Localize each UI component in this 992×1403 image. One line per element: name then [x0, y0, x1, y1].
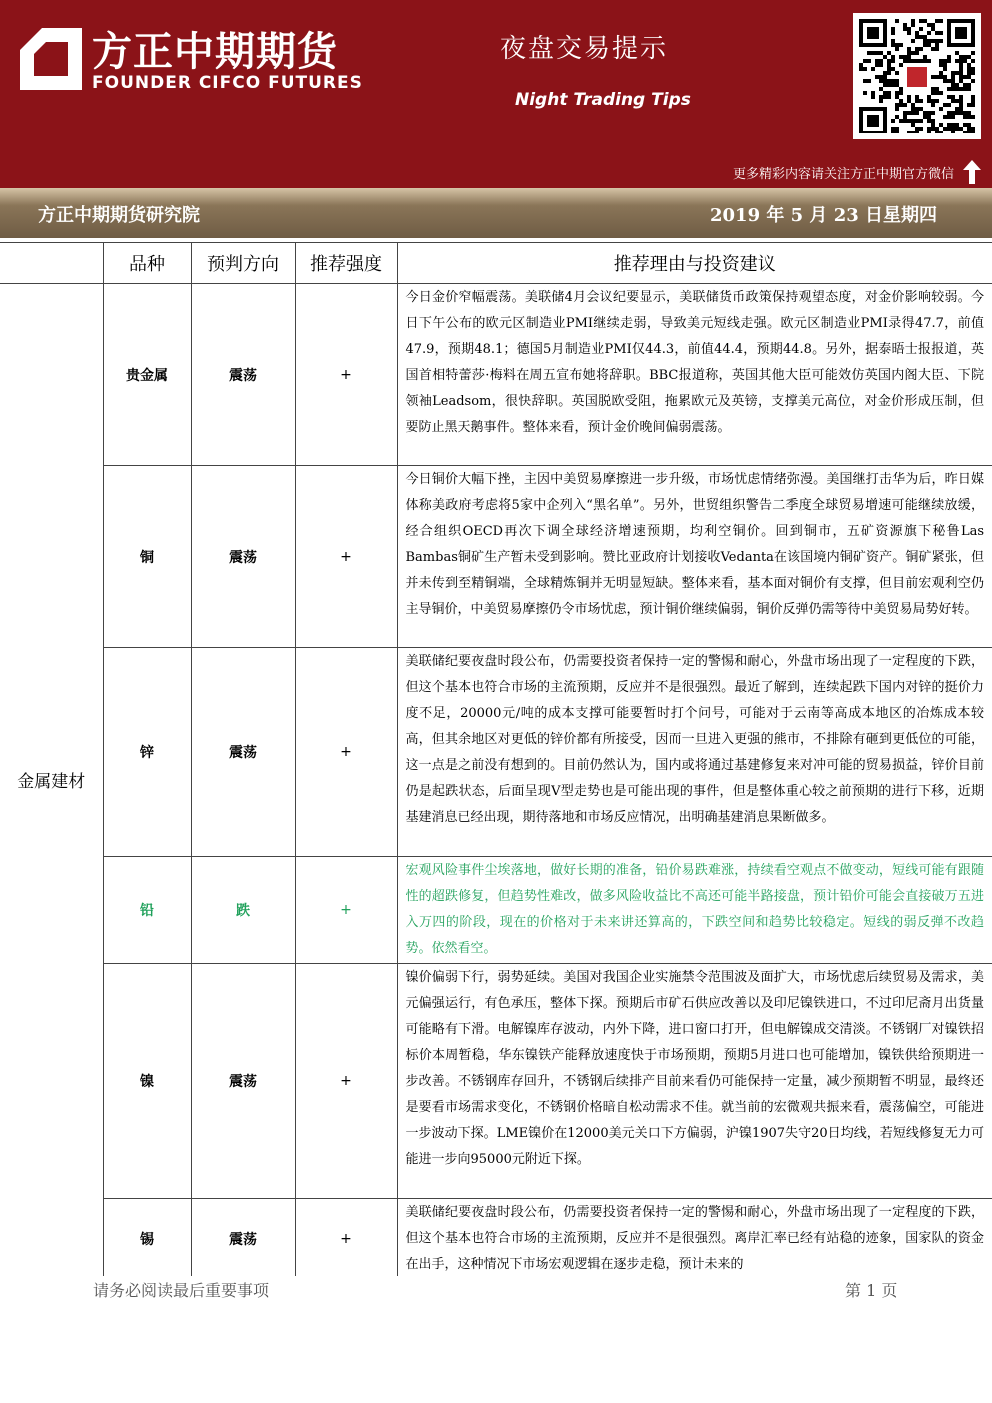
strength-cell: + — [295, 964, 397, 1199]
table-row — [0, 284, 992, 466]
brand-name-cn: 方正中期期货 — [92, 29, 338, 75]
header-strength: 推荐强度 — [295, 243, 397, 284]
strength-cell: + — [295, 284, 397, 466]
strength-cell: + — [295, 1199, 397, 1277]
reason-cell: 镍价偏弱下行，弱势延续。美国对我国企业实施禁令范围波及面扩大，市场忧虑后续贸易及需求，美元偏强运行，有色承压，整体下探。预期后市矿石供应改善以及印尼镍铁进口，不过印尼斋月出货量可能略有下滑。电解镍库存波动，内外下降，进口窗口打开，但电解镍成交清淡。不锈钢厂对镍铁招标价本周暂稳，华东镍铁产能释放速度快于市场预期，预期5月进口也可能增加，镍铁供给预期进一步改善。不锈钢库存回升，不锈钢后续排产目前来看仍可能保持一定量，减少预期暂不明显，最终还是要看市场需求变化，不锈钢价格暗自松动需求不佳。就当前的宏微观共振来看，震荡偏空，可能进一步波动下探。LME镍价在12000美元关口下方偏弱，沪镍1907失守20日均线，若短线修复无力可能进一步向95000元附近下探。 — [397, 964, 992, 1199]
product-cell: 贵金属 — [103, 284, 191, 466]
page-title-cn: 夜盘交易提示 — [500, 34, 669, 64]
follow-wechat-text[interactable]: 更多精彩内容请关注方正中期官方微信 — [732, 167, 954, 182]
direction-cell: 震荡 — [191, 466, 295, 648]
reason-cell: 美联储纪要夜盘时段公布，仍需要投资者保持一定的警惕和耐心，外盘市场出现了一定程度的下跌，但这个基本也符合市场的主流预期，反应并不是很强烈。离岸汇率已经有站稳的迹象，国家队的资金在出手，这种情况下市场宏观逻辑在逐步走稳，预计未来的 — [397, 1199, 992, 1277]
header-banner — [0, 0, 992, 188]
header-reason: 推荐理由与投资建议 — [397, 243, 992, 284]
brand-name-en: FOUNDER CIFCO FUTURES — [92, 73, 363, 93]
trading-tips-table-wrapper — [0, 242, 992, 1276]
header-category — [0, 243, 103, 284]
reason-cell: 宏观风险事件尘埃落地，做好长期的准备，铅价易跌难涨，持续看空观点不做变动，短线可能有跟随性的超跌修复，但趋势性难改，做多风险收益比不高还可能半路接盘，预计铅价可能会直接破万五进入万四的阶段，现在的价格对于未来讲还算高的，下跌空间和趋势比较稳定。短线的弱反弹不改趋势。依然看空。 — [397, 857, 992, 964]
product-cell: 镍 — [103, 964, 191, 1199]
table-row — [0, 1199, 992, 1277]
category-cell: 金属建材 — [0, 284, 103, 1277]
product-cell: 锌 — [103, 648, 191, 857]
footer-disclaimer-note: 请务必阅读最后重要事项 — [93, 1281, 270, 1300]
table-row — [0, 857, 992, 964]
product-cell: 锡 — [103, 1199, 191, 1277]
direction-cell: 震荡 — [191, 284, 295, 466]
up-arrow-icon — [963, 160, 981, 184]
qr-code-icon — [853, 13, 981, 139]
report-date: 2019 年 5 月 23 日星期四 — [710, 205, 938, 226]
reason-cell: 美联储纪要夜盘时段公布，仍需要投资者保持一定的警惕和耐心，外盘市场出现了一定程度的下跌，但这个基本也符合市场的主流预期，反应并不是很强烈。最近了解到，连续起跌下国内对锌的挺价力度不足，20000元/吨的成本支撑可能要暂时打个问号，可能对于云南等高成本地区的冶炼成本较高，但其余地区对更低的锌价都有所接受，因而一旦进入更强的熊市，不排除有砸到更低位的可能，这一点是之前没有想到的。目前仍然认为，国内或将通过基建修复来对冲可能的贸易损益，锌价目前仍是起跌状态，后面呈现V型走势也是可能出现的事件，但是整体重心较之前预期的进行下移，近期基建消息已经出现，期待落地和市场反应情况，出明确基建消息果断做多。 — [397, 648, 992, 857]
trading-tips-table — [0, 242, 992, 1276]
header-product: 品种 — [103, 243, 191, 284]
table-row — [0, 648, 992, 857]
direction-cell: 震荡 — [191, 964, 295, 1199]
direction-cell: 跌 — [191, 857, 295, 964]
page-title-en: Night Trading Tips — [515, 90, 691, 110]
strength-cell: + — [295, 466, 397, 648]
product-cell: 铜 — [103, 466, 191, 648]
page-number: 第 1 页 — [845, 1281, 898, 1300]
direction-cell: 震荡 — [191, 648, 295, 857]
strength-cell: + — [295, 857, 397, 964]
header-direction: 预判方向 — [191, 243, 295, 284]
table-row — [0, 466, 992, 648]
table-header-row — [0, 243, 992, 284]
reason-cell: 今日金价窄幅震荡。美联储4月会议纪要显示，美联储货币政策保持观望态度，对金价影响较弱。今日下午公布的欧元区制造业PMI继续走弱，导致美元短线走强。欧元区制造业PMI录得47.7，前值47.9，预期48.1；德国5月制造业PMI仅44.3，前值44.4，预期44.8。另外，据泰晤士报报道，英国首相特蕾莎·梅料在周五宣布她将辞职。BBC报道称，英国其他大臣可能效仿英国内阁大臣、下院领袖Leadsom，很快辞职。英国脱欧受阻，拖累欧元及英镑，支撑美元高位，对金价形成压制，但要防止黑天鹅事件。整体来看，预计金价晚间偏弱震荡。 — [397, 284, 992, 466]
sub-header-bar — [0, 188, 992, 238]
product-cell: 铅 — [103, 857, 191, 964]
founder-logo-icon — [20, 28, 82, 90]
strength-cell: + — [295, 648, 397, 857]
institute-name: 方正中期期货研究院 — [38, 205, 200, 226]
reason-cell: 今日铜价大幅下挫，主因中美贸易摩擦进一步升级，市场忧虑情绪弥漫。美国继打击华为后，昨日媒体称美政府考虑将5家中企列入“黑名单”。另外，世贸组织警告二季度全球贸易增速可能继续放缓，经合组织OECD再次下调全球经济增速预期，均利空铜价。回到铜市，五矿资源旗下秘鲁Las Bambas铜矿生产暂未受到影响。赞比亚政府计划接收Vedanta在该国境内铜矿资产。铜矿紧张，但并未传到至精铜端，全球精炼铜并无明显短缺。整体来看，基本面对铜价有支撑，但目前宏观利空仍主导铜价，中美贸易摩擦仍令市场忧虑，预计铜价继续偏弱，铜价反弹仍需等待中美贸易局势好转。 — [397, 466, 992, 648]
direction-cell: 震荡 — [191, 1199, 295, 1277]
table-row — [0, 964, 992, 1199]
